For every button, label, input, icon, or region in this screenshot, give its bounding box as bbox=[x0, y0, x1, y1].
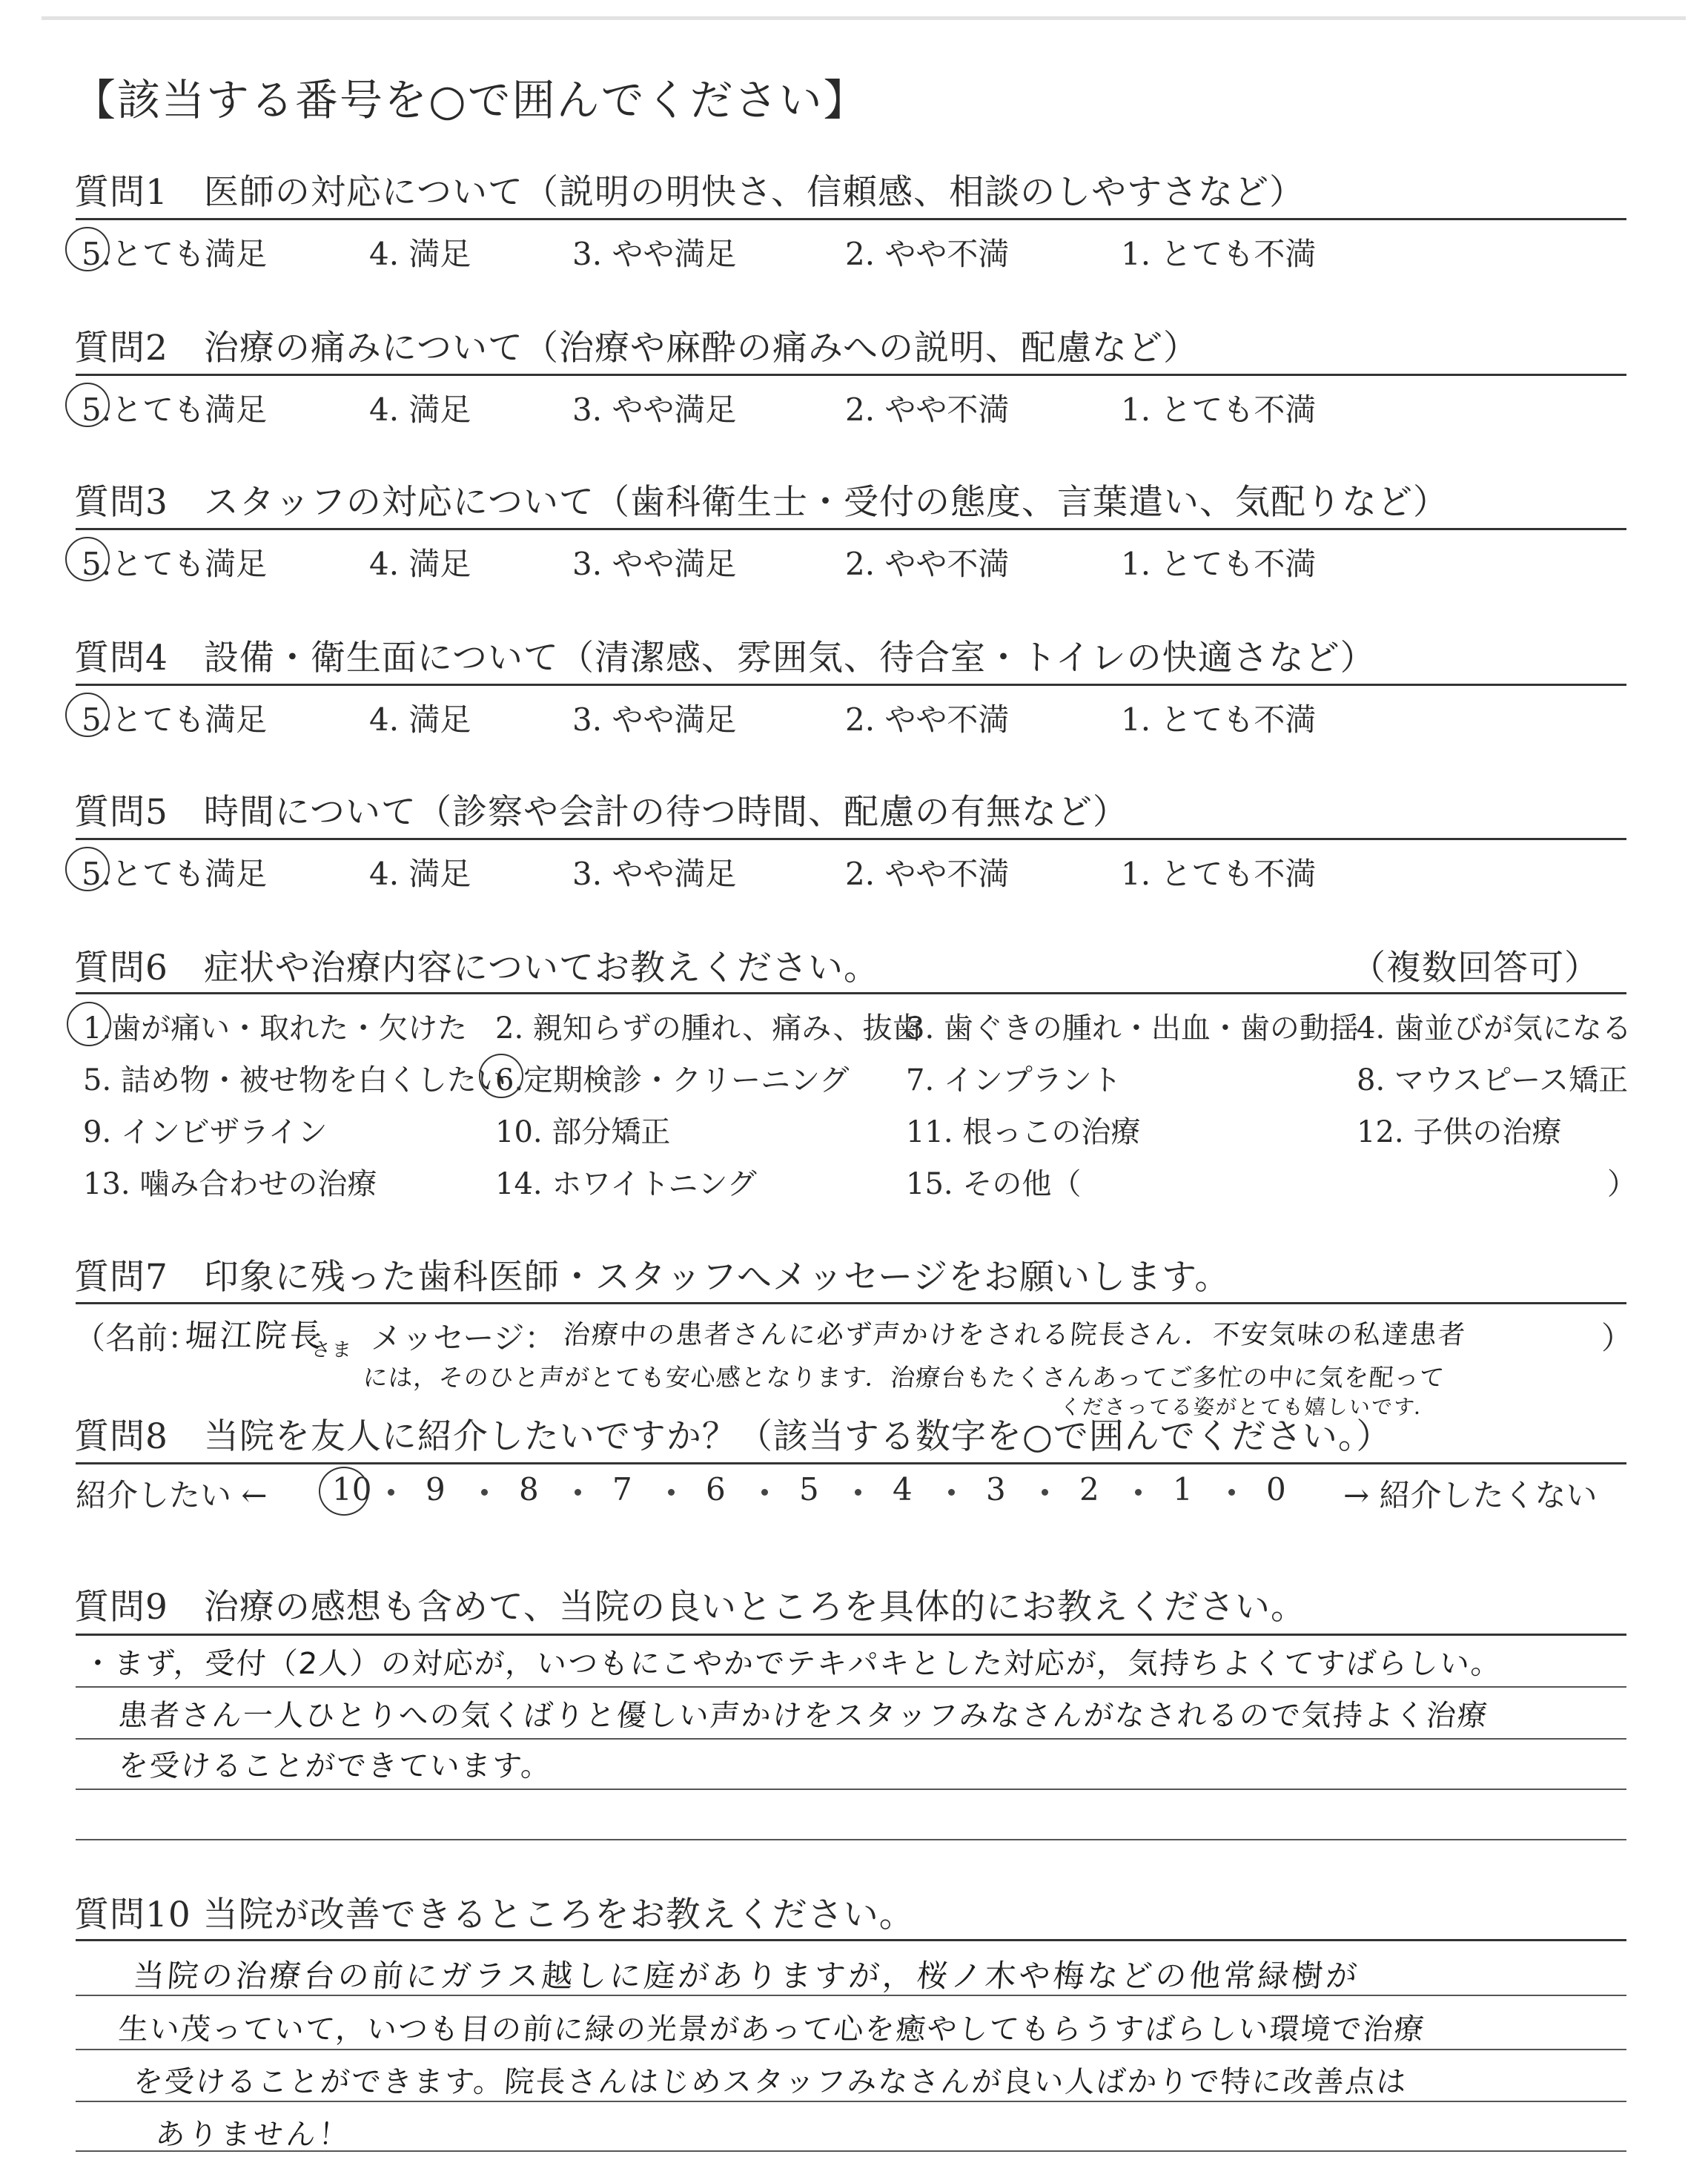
q6-option-4[interactable]: 4. 歯並びが気になる bbox=[1357, 1011, 1632, 1046]
q7-message-line3: くださってる姿がとても嬉しいです． bbox=[1059, 1395, 1437, 1419]
q8-scale-separator-dot bbox=[1135, 1489, 1142, 1496]
q2-option-3[interactable]: 3. やや満足 bbox=[572, 392, 737, 428]
q2-option-5[interactable]: 5.とても満足 bbox=[82, 392, 268, 428]
q4-title: 質問4 設備・衛生面について（清潔感、雰囲気、待合室・トイレの快適さなど） bbox=[74, 638, 1376, 678]
q8-left-label: 紹介したい ← bbox=[76, 1477, 268, 1513]
q8-scale-separator-dot bbox=[948, 1489, 955, 1496]
q7-name-label: （名前： bbox=[74, 1320, 199, 1356]
q6-option-7[interactable]: 7. インプラント bbox=[906, 1063, 1122, 1097]
q1-title: 質問1 医師の対応について（説明の明快さ、信頼感、相談のしやすさなど） bbox=[74, 172, 1305, 213]
q6-title: 質問6 症状や治療内容についてお教えください。 bbox=[74, 948, 879, 988]
q6-option-15[interactable]: 15. その他（ bbox=[906, 1167, 1082, 1201]
q8-scale-separator-dot bbox=[855, 1489, 861, 1496]
q9-line-rule-1 bbox=[76, 1686, 1626, 1688]
q6-option-close-paren: ） bbox=[1607, 1167, 1637, 1201]
q4-option-1[interactable]: 1. とても不満 bbox=[1121, 701, 1317, 738]
q6-option-14[interactable]: 14. ホワイトニング bbox=[495, 1167, 757, 1201]
q1-rule bbox=[76, 218, 1626, 220]
q6-note: （複数回答可） bbox=[1351, 948, 1600, 988]
q8-scale-0[interactable]: 0 bbox=[1266, 1471, 1286, 1507]
q9-line-rule-3 bbox=[76, 1789, 1626, 1790]
q4-rule bbox=[76, 684, 1626, 686]
q8-scale-8[interactable]: 8 bbox=[519, 1471, 539, 1507]
q6-option-6[interactable]: 6.定期検診・クリーニング bbox=[495, 1063, 850, 1097]
q1-option-4[interactable]: 4. 満足 bbox=[369, 236, 471, 272]
q6-option-2[interactable]: 2. 親知らずの腫れ、痛み、抜歯 bbox=[495, 1011, 922, 1046]
top-border bbox=[42, 16, 1686, 20]
q4-selected-circle bbox=[65, 693, 110, 737]
q8-scale-separator-dot bbox=[761, 1489, 768, 1496]
q10-line-rule-2 bbox=[76, 2049, 1626, 2050]
q8-scale-separator-dot bbox=[388, 1489, 394, 1496]
q10-line-1: 当院の治療台の前にガラス越しに庭がありますが，桜ノ木や梅などの他常緑樹が bbox=[132, 1958, 1362, 1994]
q7-message-label: メッセージ： bbox=[371, 1320, 556, 1356]
q8-scale-9[interactable]: 9 bbox=[426, 1471, 446, 1507]
q8-rule bbox=[76, 1462, 1626, 1464]
q5-selected-circle bbox=[65, 847, 110, 891]
q3-option-3[interactable]: 3. やや満足 bbox=[572, 546, 737, 582]
q3-rule bbox=[76, 528, 1626, 530]
q8-scale-2[interactable]: 2 bbox=[1079, 1471, 1099, 1507]
q5-option-4[interactable]: 4. 満足 bbox=[369, 856, 471, 892]
q6-option-1[interactable]: 1.歯が痛い・取れた・欠けた bbox=[83, 1011, 468, 1046]
q8-scale-separator-dot bbox=[481, 1489, 488, 1496]
page-heading: 【該当する番号を○で囲んでください】 bbox=[73, 75, 868, 125]
q6-option-12[interactable]: 12. 子供の治療 bbox=[1357, 1115, 1562, 1149]
q5-option-5[interactable]: 5.とても満足 bbox=[82, 856, 268, 892]
q8-scale-separator-dot bbox=[668, 1489, 675, 1496]
q6-option-10[interactable]: 10. 部分矯正 bbox=[495, 1115, 671, 1149]
q5-option-3[interactable]: 3. やや満足 bbox=[572, 856, 737, 892]
q8-scale-7[interactable]: 7 bbox=[612, 1471, 632, 1507]
q7-message-line1: 治療中の患者さんに必ず声かけをされる院長さん．不安気味の私達患者 bbox=[562, 1320, 1468, 1350]
q8-scale-6[interactable]: 6 bbox=[706, 1471, 726, 1507]
q4-option-5[interactable]: 5.とても満足 bbox=[82, 701, 268, 738]
q7-title: 質問7 印象に残った歯科医師・スタッフへメッセージをお願いします。 bbox=[74, 1257, 1231, 1298]
q9-line-rule-2 bbox=[76, 1738, 1626, 1740]
q1-option-3[interactable]: 3. やや満足 bbox=[572, 236, 737, 272]
q8-scale-3[interactable]: 3 bbox=[986, 1471, 1006, 1507]
q7-rule bbox=[76, 1302, 1626, 1304]
q8-scale-separator-dot bbox=[575, 1489, 581, 1496]
q6-option-11[interactable]: 11. 根っこの治療 bbox=[906, 1115, 1141, 1149]
q5-option-2[interactable]: 2. やや不満 bbox=[845, 856, 1010, 892]
q10-line-2: 生い茂っていて，いつも目の前に緑の光景があって心を癒やしてもらうすばらしい環境で治療 bbox=[117, 2012, 1427, 2047]
q10-rule bbox=[76, 1939, 1626, 1941]
q3-option-1[interactable]: 1. とても不満 bbox=[1121, 546, 1317, 582]
q5-rule bbox=[76, 838, 1626, 840]
q5-option-1[interactable]: 1. とても不満 bbox=[1121, 856, 1317, 892]
q4-option-2[interactable]: 2. やや不満 bbox=[845, 701, 1010, 738]
q8-selected-circle bbox=[319, 1467, 372, 1516]
q9-rule bbox=[76, 1634, 1626, 1636]
q9-line-1: ・まず，受付（2人）の対応が，いつもにこやかでテキパキとした対応が，気持ちよくてすばらしい。 bbox=[82, 1647, 1503, 1681]
q3-option-4[interactable]: 4. 満足 bbox=[369, 546, 471, 582]
q8-right-label: → 紹介したくない bbox=[1343, 1477, 1598, 1513]
q8-scale-1[interactable]: 1 bbox=[1173, 1471, 1193, 1507]
q7-message-line2: には，そのひと声がとても安心感となります．治療台もたくさんあってご多忙の中に気を配って bbox=[362, 1363, 1446, 1392]
q6-selected-circle-6 bbox=[479, 1054, 523, 1098]
q8-scale-separator-dot bbox=[1042, 1489, 1048, 1496]
q10-line-4: ありません！ bbox=[154, 2118, 353, 2152]
q8-scale-10[interactable]: 10 bbox=[332, 1471, 372, 1507]
q6-option-9[interactable]: 9. インビザライン bbox=[83, 1115, 328, 1149]
q10-line-rule-3 bbox=[76, 2101, 1626, 2102]
q2-title: 質問2 治療の痛みについて（治療や麻酔の痛みへの説明、配慮など） bbox=[74, 328, 1199, 369]
q6-rule bbox=[76, 992, 1626, 994]
q1-selected-circle bbox=[65, 227, 110, 271]
q8-scale-separator-dot bbox=[1228, 1489, 1235, 1496]
q3-title: 質問3 スタッフの対応について（歯科衛生士・受付の態度、言葉遣い、気配りなど） bbox=[74, 482, 1449, 523]
q1-option-1[interactable]: 1. とても不満 bbox=[1121, 236, 1317, 272]
q2-rule bbox=[76, 374, 1626, 376]
q7-name-suffix: さま bbox=[310, 1339, 354, 1361]
q9-line-rule-4 bbox=[76, 1839, 1626, 1840]
q9-title: 質問9 治療の感想も含めて、当院の良いところを具体的にお教えください。 bbox=[74, 1587, 1306, 1628]
q4-option-4[interactable]: 4. 満足 bbox=[369, 701, 471, 738]
q6-selected-circle-1 bbox=[67, 1002, 111, 1046]
q9-line-2: 患者さん一人ひとりへの気くばりと優しい声かけをスタッフみなさんがなされるので気持よく治療 bbox=[117, 1699, 1490, 1733]
q3-selected-circle bbox=[65, 537, 110, 581]
q3-option-2[interactable]: 2. やや不満 bbox=[845, 546, 1010, 582]
q8-scale-5[interactable]: 5 bbox=[799, 1471, 819, 1507]
q2-selected-circle bbox=[65, 383, 110, 427]
q6-option-5[interactable]: 5. 詰め物・被せ物を白くしたい bbox=[83, 1063, 506, 1097]
q3-option-5[interactable]: 5.とても満足 bbox=[82, 546, 268, 582]
q2-option-2[interactable]: 2. やや不満 bbox=[845, 392, 1010, 428]
q7-close-paren: ） bbox=[1601, 1320, 1633, 1356]
q1-option-2[interactable]: 2. やや不満 bbox=[845, 236, 1010, 272]
q1-option-5[interactable]: 5.とても満足 bbox=[82, 236, 268, 272]
q4-option-3[interactable]: 3. やや満足 bbox=[572, 701, 737, 738]
q6-option-13[interactable]: 13. 噛み合わせの治療 bbox=[83, 1167, 377, 1201]
q9-line-3: を受けることができています。 bbox=[117, 1749, 554, 1783]
q8-scale-4[interactable]: 4 bbox=[893, 1471, 913, 1507]
q8-title: 質問8 当院を友人に紹介したいですか？（該当する数字を○で囲んでください。） bbox=[74, 1416, 1392, 1457]
q2-option-4[interactable]: 4. 満足 bbox=[369, 392, 471, 428]
q6-option-3[interactable]: 3. 歯ぐきの腫れ・出血・歯の動揺 bbox=[906, 1011, 1359, 1046]
q5-title: 質問5 時間について（診察や会計の待つ時間、配慮の有無など） bbox=[74, 792, 1128, 833]
q7-name-value: 堀江院長 bbox=[184, 1318, 326, 1355]
q6-option-8[interactable]: 8. マウスピース矯正 bbox=[1357, 1063, 1629, 1097]
q2-option-1[interactable]: 1. とても不満 bbox=[1121, 392, 1317, 428]
q10-title: 質問10 当院が改善できるところをお教えください。 bbox=[74, 1895, 915, 1935]
q10-line-3: を受けることができます。院長さんはじめスタッフみなさんが良い人ばかりで特に改善点は bbox=[132, 2065, 1409, 2099]
